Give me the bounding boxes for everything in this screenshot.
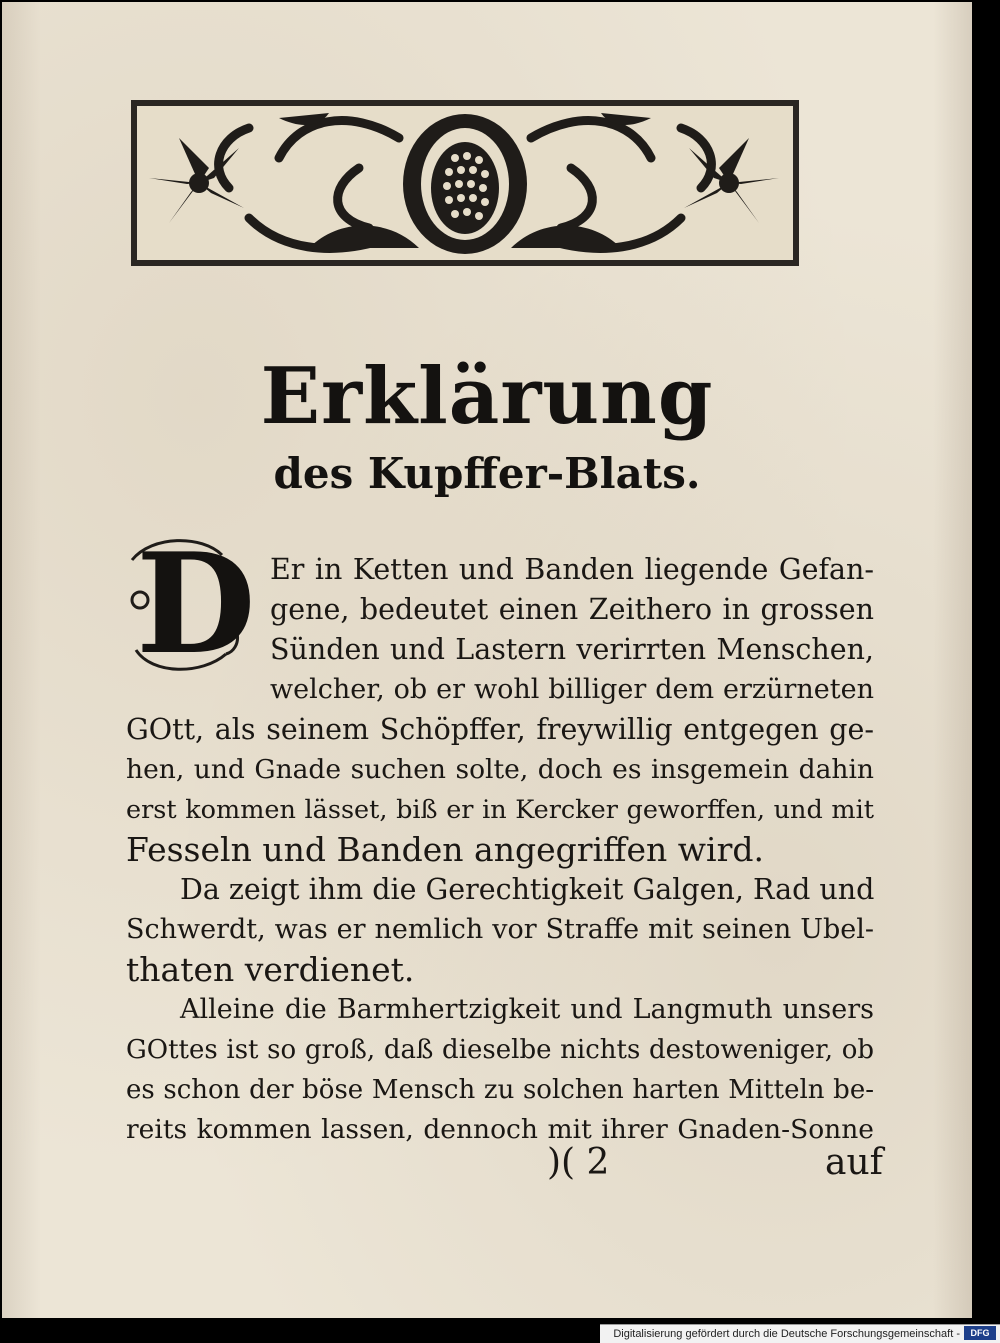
text-line: GOttes ist so groß, daß dieselbe nichts destoweniger, ob (126, 1035, 874, 1065)
page-subtitle: des Kupffer-Blats. (273, 449, 701, 498)
text-line: reits kommen lassen, dennoch mit ihrer Gnaden-Sonne (126, 1114, 874, 1145)
text-line: Sünden und Lastern verirrten Menschen, (270, 633, 874, 666)
text-line: erst kommen lässet, biß er in Kercker geworffen, und mit (126, 795, 874, 825)
floral-ornament-headpiece (129, 98, 801, 268)
text-line: thaten verdienet. (126, 950, 415, 989)
text-line: Alleine die Barmhertzigkeit und Langmuth unsers (180, 994, 874, 1025)
signature-mark: )( 2 (547, 1142, 610, 1183)
book-page (2, 2, 972, 1318)
drop-cap-letter: D (136, 522, 256, 685)
digitization-credit-bar (600, 1324, 1000, 1343)
text-line: GOtt, als seinem Schöpffer, freywillig entgegen ge- (126, 713, 874, 746)
text-line: Da zeigt ihm die Gerechtigkeit Galgen, Rad und (180, 873, 875, 906)
text-line: es schon der böse Mensch zu solchen harten Mitteln be- (126, 1075, 874, 1105)
text-line: gene, bedeutet einen Zeithero in grossen (270, 593, 874, 626)
text-line: Schwerdt, was er nemlich vor Straffe mit seinen Ubel- (126, 914, 874, 945)
page-title: Erklärung (260, 351, 714, 442)
catchword: auf (825, 1142, 883, 1183)
credit-text: Digitalisierung gefördert durch die Deutsche Forschungsgemeinschaft - (613, 1328, 960, 1340)
text-line: Fesseln und Banden angegriffen wird. (126, 830, 764, 869)
text-line: welcher, ob er wohl billiger dem erzürneten (270, 674, 874, 705)
text-line: Er in Ketten und Banden liegende Gefan- (270, 553, 874, 586)
dfg-logo[interactable]: DFG (964, 1326, 996, 1340)
text-line: hen, und Gnade suchen solte, doch es insgemein dahin (126, 754, 874, 785)
